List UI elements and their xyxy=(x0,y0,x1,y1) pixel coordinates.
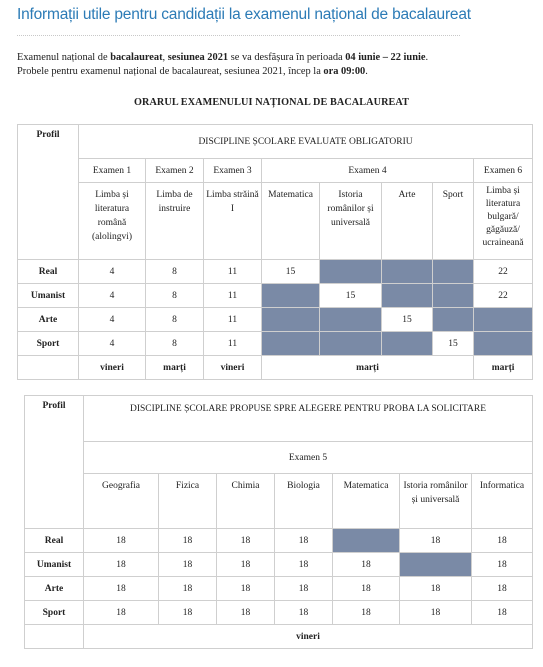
table-row xyxy=(25,529,533,553)
empty-cell xyxy=(25,625,84,649)
shaded-cell xyxy=(333,529,400,553)
cell: 18 xyxy=(159,601,217,625)
mandatory-exams-table xyxy=(17,124,533,380)
cell: 18 xyxy=(84,553,159,577)
cell: 8 xyxy=(146,332,204,356)
title-separator xyxy=(17,35,460,36)
cell: 15 xyxy=(433,332,474,356)
day-cell: marți xyxy=(262,356,474,380)
cell: 18 xyxy=(472,601,533,625)
table-row xyxy=(25,601,533,625)
cell: 18 xyxy=(275,601,333,625)
table-row xyxy=(25,577,533,601)
row-label: Umanist xyxy=(25,553,84,577)
row-label: Real xyxy=(18,260,79,284)
day-cell: marți xyxy=(474,356,533,380)
cell: 18 xyxy=(159,529,217,553)
cell: 18 xyxy=(400,577,472,601)
shaded-cell xyxy=(320,308,382,332)
cell: 4 xyxy=(79,284,146,308)
mandatory-group-header: DISCIPLINE ȘCOLARE EVALUATE OBLIGATORIU xyxy=(79,125,533,159)
cell: 18 xyxy=(159,553,217,577)
day-cell: marți xyxy=(146,356,204,380)
intro-line-1 xyxy=(17,51,537,65)
cell: 18 xyxy=(400,529,472,553)
shaded-cell xyxy=(262,284,320,308)
cell: 18 xyxy=(333,601,400,625)
shaded-cell xyxy=(262,308,320,332)
page-title: Informații utile pentru candidații la examenul național de bacalaureat xyxy=(17,6,471,23)
intro-text-part: Examenul național de xyxy=(17,52,111,63)
subject-header: Istoria românilor și universală xyxy=(400,474,472,529)
intro-text-part: Probele pentru examenul național de bacalaureat, sesiunea 2021, încep la xyxy=(17,66,324,77)
cell: 18 xyxy=(84,529,159,553)
cell: 18 xyxy=(217,601,275,625)
row-label: Umanist xyxy=(18,284,79,308)
exam-header: Examen 6 xyxy=(474,159,533,183)
intro-text-part: , xyxy=(162,52,168,63)
row-label: Real xyxy=(25,529,84,553)
days-row xyxy=(25,625,533,649)
cell: 18 xyxy=(472,577,533,601)
cell: 15 xyxy=(382,308,433,332)
cell: 18 xyxy=(275,553,333,577)
row-label: Sport xyxy=(18,332,79,356)
shaded-cell xyxy=(474,332,533,356)
cell: 22 xyxy=(474,284,533,308)
intro-text xyxy=(17,51,537,79)
days-row xyxy=(18,356,533,380)
subject-header: Arte xyxy=(382,183,433,260)
day-cell: vineri xyxy=(84,625,533,649)
subject-header: Biologia xyxy=(275,474,333,529)
cell: 22 xyxy=(474,260,533,284)
intro-bold-period: 04 iunie – 22 iunie xyxy=(345,52,426,63)
cell: 18 xyxy=(84,577,159,601)
cell: 11 xyxy=(204,284,262,308)
subject-header: Chimia xyxy=(217,474,275,529)
table-row xyxy=(18,260,533,284)
shaded-cell xyxy=(474,308,533,332)
exam-header: Examen 5 xyxy=(84,442,533,474)
cell: 8 xyxy=(146,308,204,332)
exam-header: Examen 4 xyxy=(262,159,474,183)
cell: 18 xyxy=(275,529,333,553)
shaded-cell xyxy=(382,332,433,356)
subject-header: Limba de instruire xyxy=(146,183,204,260)
profil-header: Profil xyxy=(18,125,79,260)
cell: 11 xyxy=(204,332,262,356)
cell: 11 xyxy=(204,260,262,284)
row-label: Arte xyxy=(18,308,79,332)
exam-header: Examen 2 xyxy=(146,159,204,183)
shaded-cell xyxy=(320,332,382,356)
intro-text-part: . xyxy=(365,66,368,77)
intro-bold-hour: ora 09:00 xyxy=(323,66,366,77)
optional-exams-table xyxy=(24,395,533,649)
cell: 4 xyxy=(79,260,146,284)
cell: 15 xyxy=(320,284,382,308)
shaded-cell xyxy=(433,260,474,284)
cell: 11 xyxy=(204,308,262,332)
row-label: Sport xyxy=(25,601,84,625)
intro-text-part: . xyxy=(425,52,429,63)
day-cell: vineri xyxy=(204,356,262,380)
subject-header: Sport xyxy=(433,183,474,260)
schedule-caption: ORARUL EXAMENULUI NAȚIONAL DE BACALAUREAT xyxy=(133,97,410,108)
cell: 18 xyxy=(400,601,472,625)
cell: 18 xyxy=(217,553,275,577)
cell: 8 xyxy=(146,260,204,284)
cell: 18 xyxy=(159,577,217,601)
row-label: Arte xyxy=(25,577,84,601)
subject-header: Informatica xyxy=(472,474,533,529)
table-row xyxy=(18,284,533,308)
subject-header: Geografia xyxy=(84,474,159,529)
cell: 18 xyxy=(472,529,533,553)
cell: 18 xyxy=(333,577,400,601)
cell: 8 xyxy=(146,284,204,308)
table-row xyxy=(18,332,533,356)
subject-header: Limba și literatura română (alolingvi) xyxy=(79,183,146,260)
day-cell: vineri xyxy=(79,356,146,380)
intro-bold-session: sesiunea 2021 xyxy=(167,52,229,63)
cell: 4 xyxy=(79,308,146,332)
subject-header: Istoria românilor și universală xyxy=(320,183,382,260)
subject-header: Limba străină I xyxy=(204,183,262,260)
cell: 18 xyxy=(217,529,275,553)
cell: 4 xyxy=(79,332,146,356)
table-row xyxy=(18,308,533,332)
optional-group-header: DISCIPLINE ȘCOLARE PROPUSE SPRE ALEGERE PENTRU PROBA LA SOLICITARE xyxy=(84,396,533,442)
cell: 18 xyxy=(333,553,400,577)
exam-header: Examen 3 xyxy=(204,159,262,183)
subject-header: Limba și literatura bulgară/ găgăuză/ ucraineană xyxy=(474,183,533,260)
subject-header: Matematica xyxy=(262,183,320,260)
table-row xyxy=(25,553,533,577)
intro-line-2 xyxy=(17,65,537,79)
shaded-cell xyxy=(433,308,474,332)
shaded-cell xyxy=(433,284,474,308)
cell: 18 xyxy=(217,577,275,601)
shaded-cell xyxy=(400,553,472,577)
shaded-cell xyxy=(262,332,320,356)
intro-text-part: se va desfășura în perioada xyxy=(228,52,346,63)
cell: 15 xyxy=(262,260,320,284)
cell: 18 xyxy=(84,601,159,625)
subject-header: Fizica xyxy=(159,474,217,529)
subject-header: Matematica xyxy=(333,474,400,529)
profil-header: Profil xyxy=(25,396,84,529)
shaded-cell xyxy=(320,260,382,284)
cell: 18 xyxy=(472,553,533,577)
shaded-cell xyxy=(382,284,433,308)
cell: 18 xyxy=(275,577,333,601)
intro-bold-bacalaureat: bacalaureat xyxy=(110,52,163,63)
exam-header: Examen 1 xyxy=(79,159,146,183)
empty-cell xyxy=(18,356,79,380)
shaded-cell xyxy=(382,260,433,284)
